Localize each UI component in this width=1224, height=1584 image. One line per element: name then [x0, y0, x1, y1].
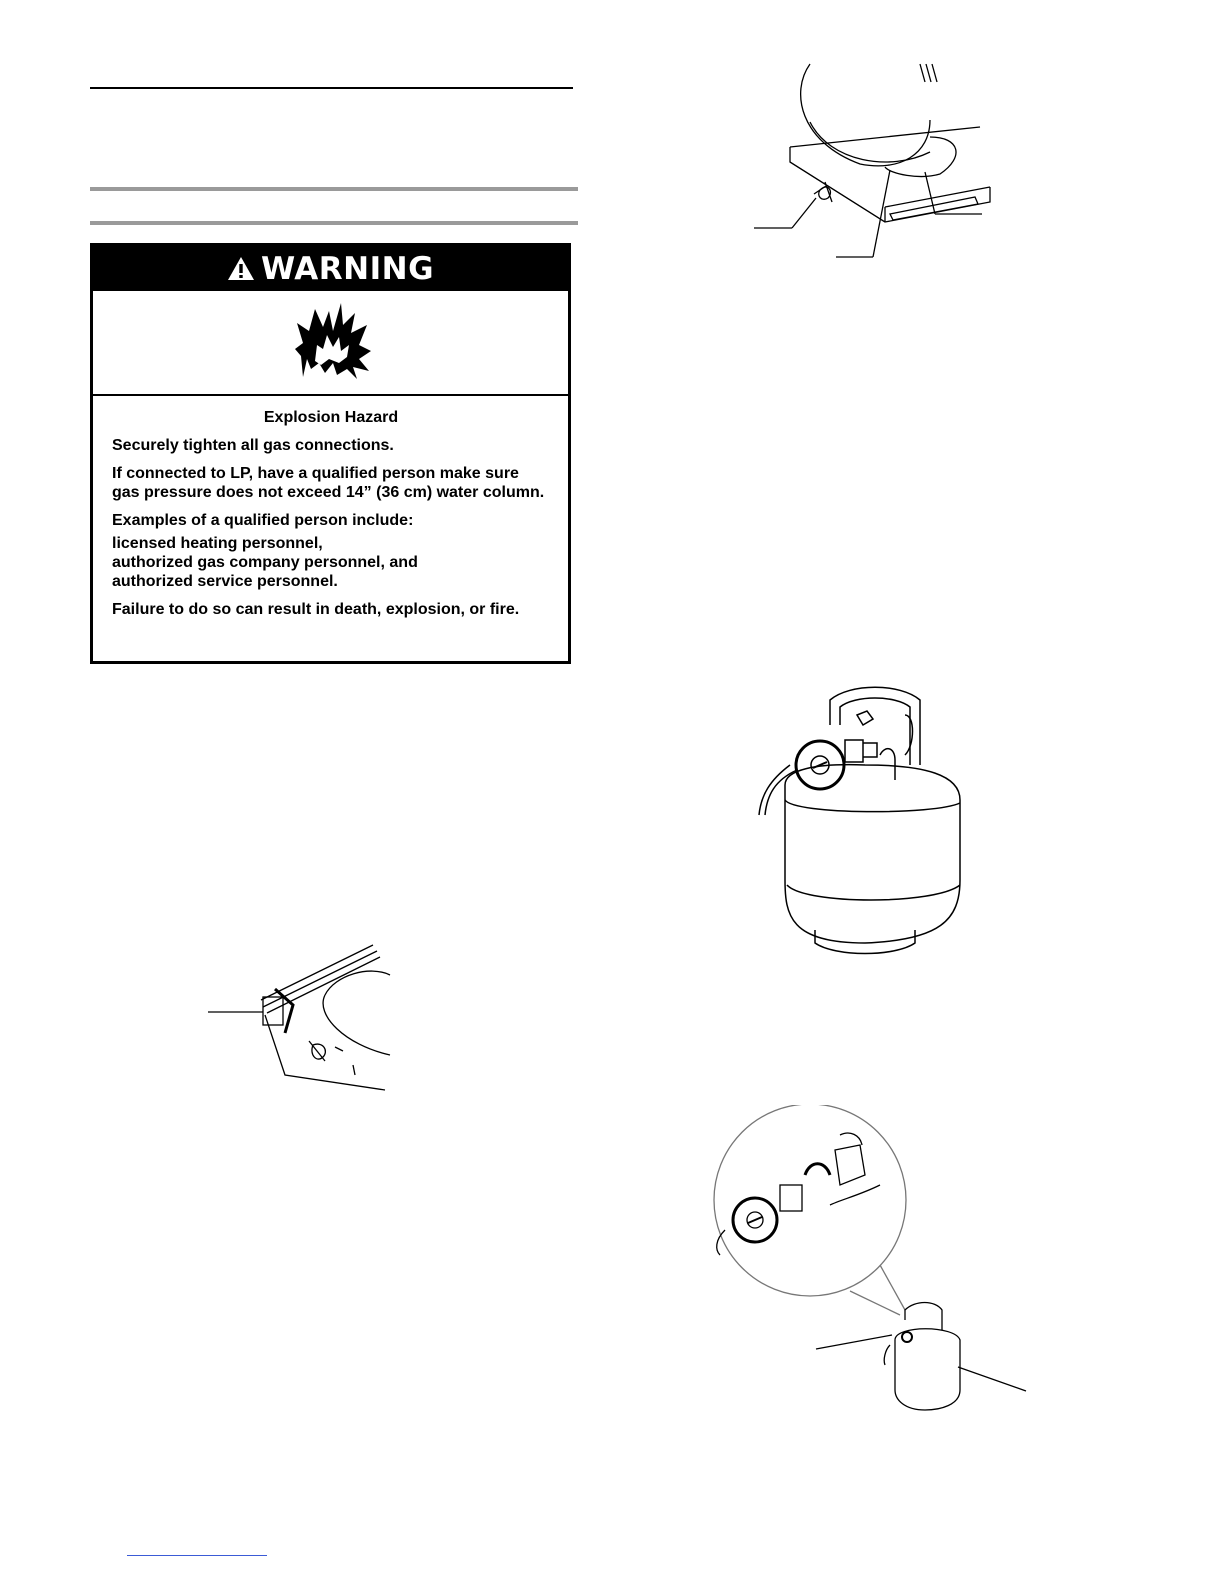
- warning-line-failure: Failure to do so can result in death, explosion, or fire.: [112, 601, 520, 618]
- example-item: authorized service personnel.: [112, 573, 338, 590]
- footer-link-underline[interactable]: [127, 1555, 267, 1556]
- warning-header-label: WARNING: [260, 250, 435, 287]
- explosion-icon: [293, 301, 373, 381]
- control-knob-figure: [205, 935, 395, 1095]
- warning-text: [93, 396, 568, 619]
- example-item: authorized gas company personnel, and: [112, 554, 418, 571]
- warning-header: [93, 246, 568, 291]
- section-rule-lower: [90, 221, 578, 225]
- top-rule: [90, 87, 573, 89]
- lp-tank-figure: [755, 685, 970, 960]
- hazard-title: Explosion Hazard: [263, 409, 399, 426]
- grill-burner-figure: [750, 62, 1000, 262]
- warning-line-examples: Examples of a qualified person include:: [112, 512, 414, 529]
- warning-symbol-area: [93, 291, 568, 396]
- warning-triangle-icon: [227, 256, 255, 281]
- section-rule-upper: [90, 187, 578, 191]
- warning-line-tighten: Securely tighten all gas connections.: [112, 437, 394, 454]
- example-item: licensed heating personnel,: [112, 535, 323, 552]
- tank-connection-figure: [710, 1105, 1030, 1415]
- warning-box: [90, 243, 571, 664]
- examples-list: [112, 534, 550, 591]
- warning-line-lp: If connected to LP, have a qualified person make sure gas pressure does not exceed 14” (36 cm) water column.: [112, 465, 545, 501]
